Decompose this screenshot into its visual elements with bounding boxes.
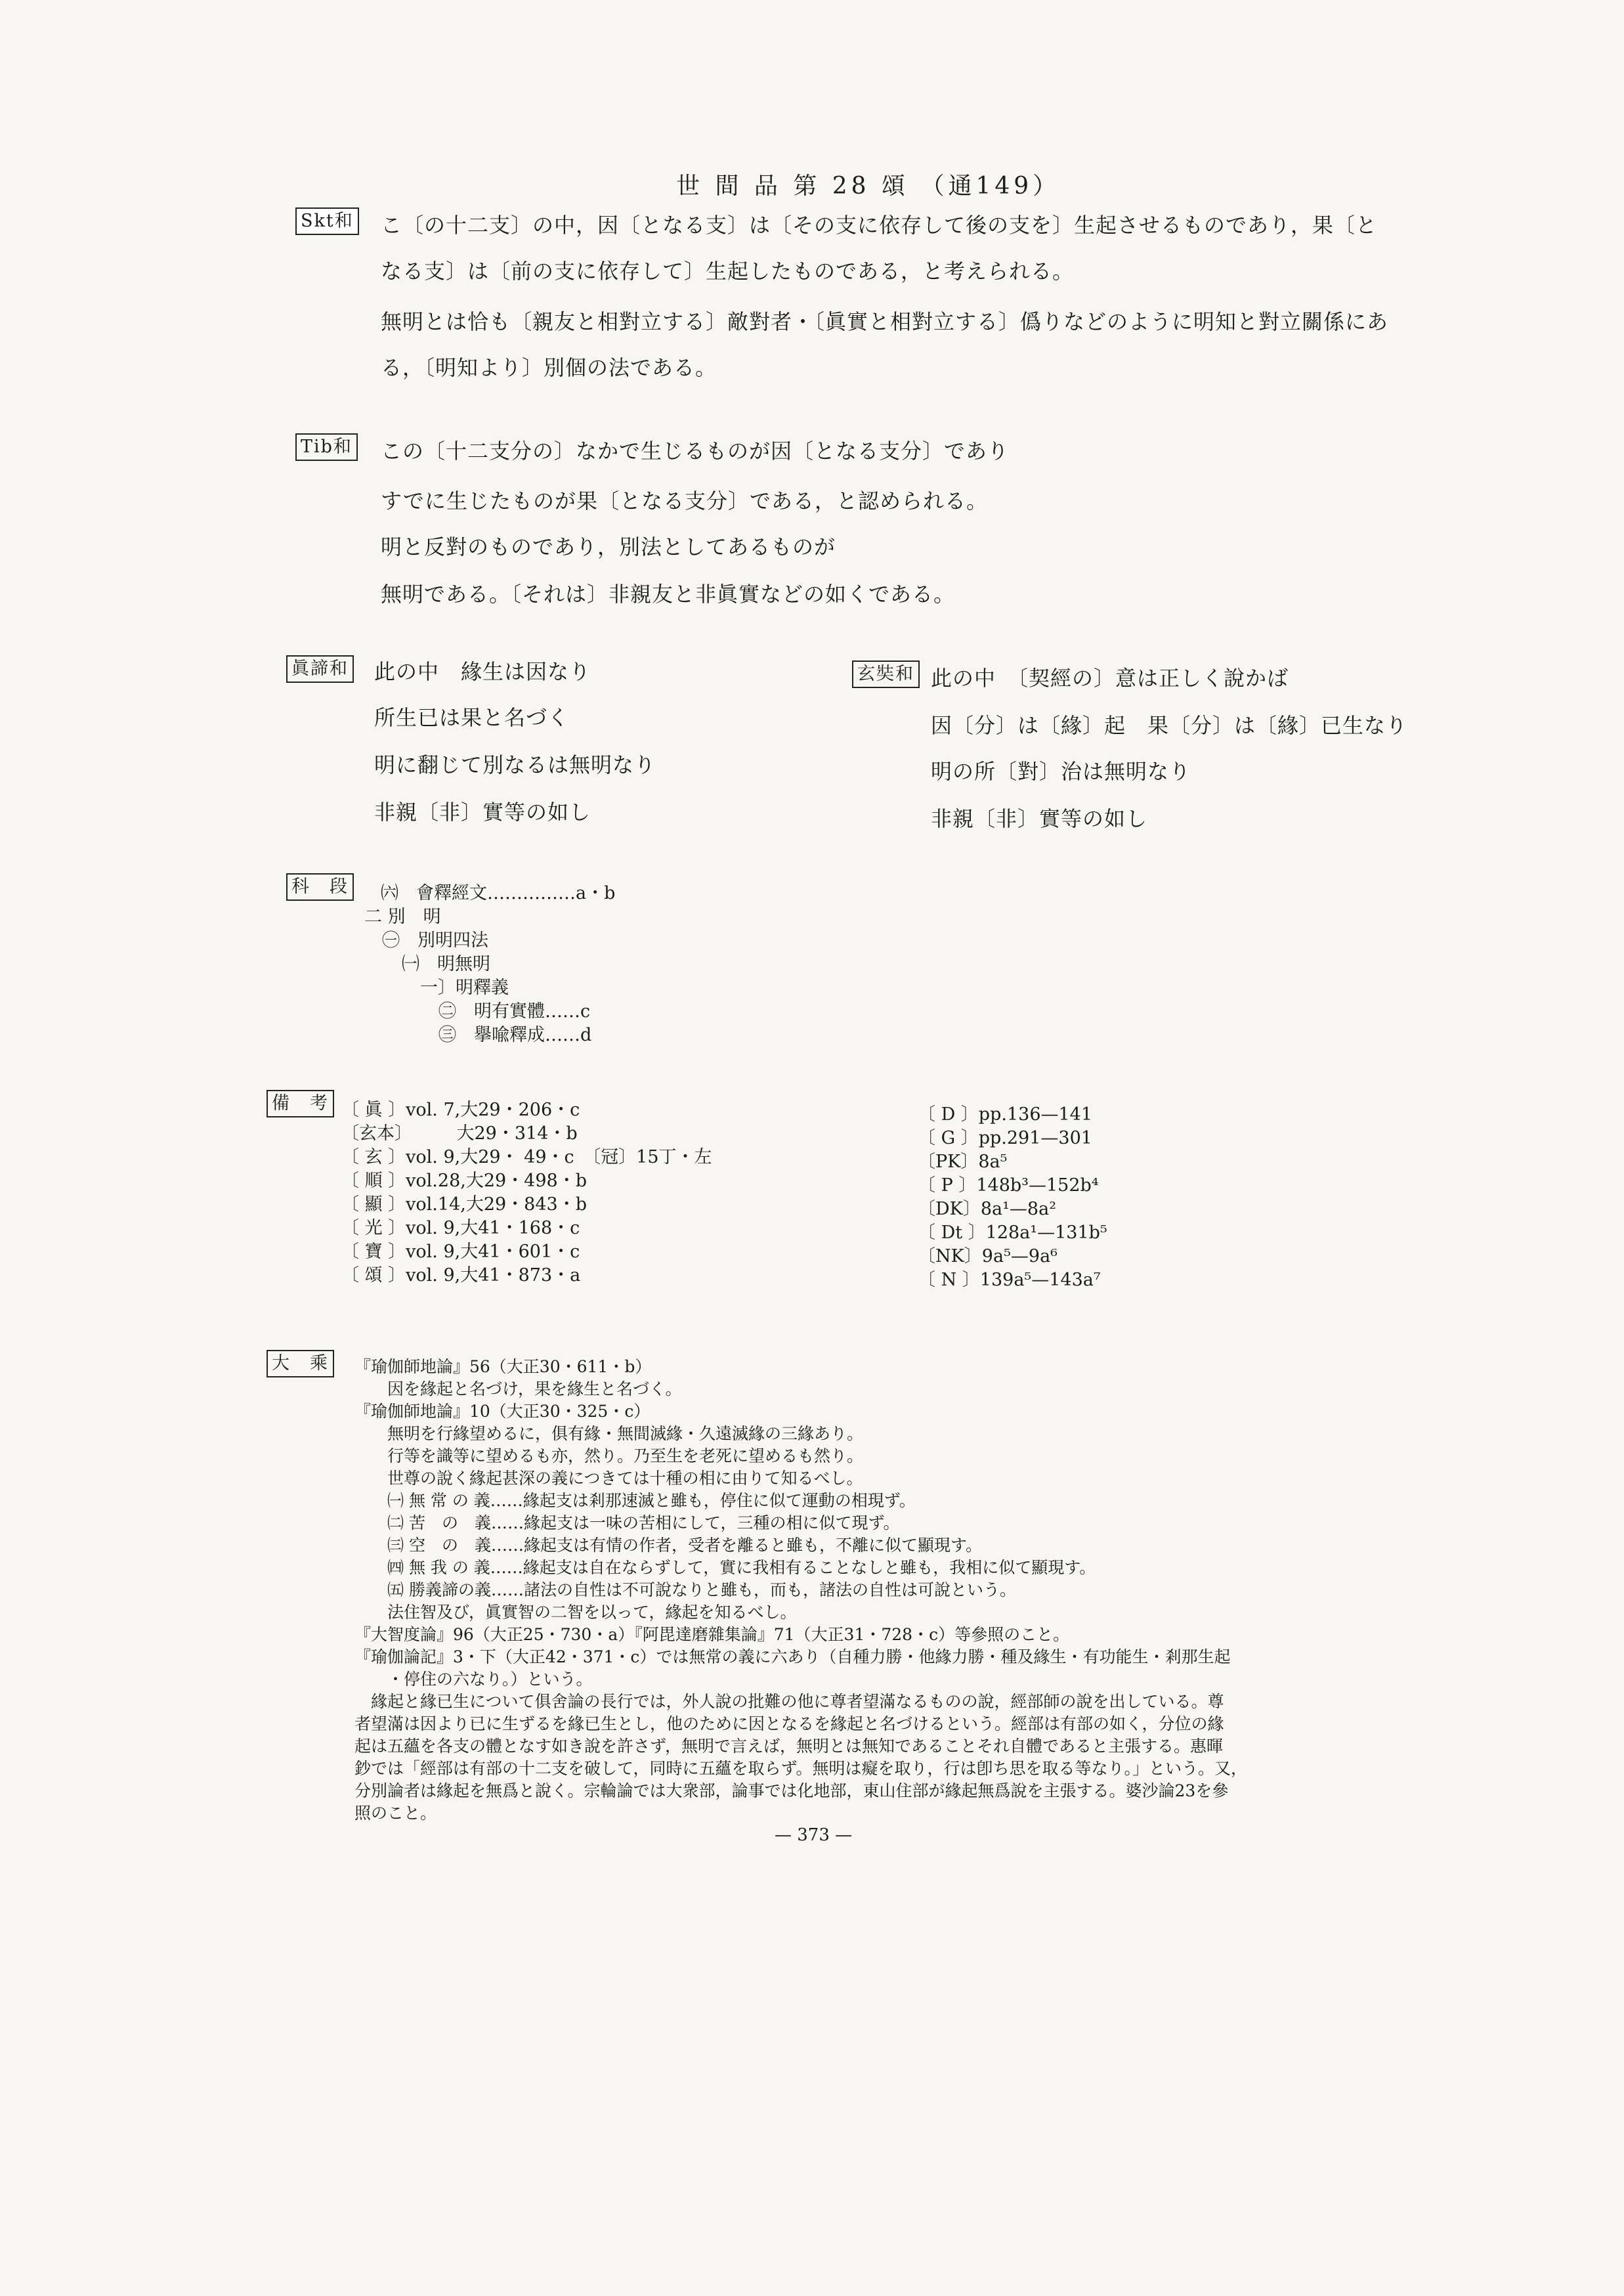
daijo-line-11: ㈤ 勝義諦の義……諸法の自性は不可說なりと雖も，而も，諸法の自性は可說という。 (354, 1580, 1016, 1599)
shindai-line-1: 此の中 緣生は因なり (374, 659, 591, 684)
biko-right-4: 〔 P 〕148b³—152b⁴ (918, 1175, 1099, 1196)
daijo-line-1: 『瑜伽師地論』56（大正30・611・b） (354, 1357, 652, 1376)
daijo-line-8: ㈡ 苦 の 義……緣起支は一味の苦相にして，三種の相に似て現ず。 (354, 1513, 900, 1532)
biko-left-4: 〔 順 〕vol.28,大29・498・b (341, 1171, 588, 1191)
shindai-line-2: 所生已は果と名づく (374, 705, 570, 730)
page-number: — 373 — (775, 1825, 853, 1845)
biko-right-7: 〔NK〕9a⁵—9a⁶ (918, 1246, 1058, 1267)
daijo-line-7: ㈠ 無 常 の 義……緣起支は剎那速滅と雖も，停住に似て運動の相現ず。 (354, 1491, 916, 1510)
biko-left-8: 〔 頌 〕vol. 9,大41・873・a (341, 1265, 581, 1286)
biko-right-2: 〔 G 〕pp.291—301 (918, 1128, 1092, 1148)
kadan-line-4: ㈠ 明無明 (402, 954, 490, 974)
daijo-line-6: 世尊の說く緣起甚深の義につきては十種の相に由りて知るべし。 (354, 1469, 863, 1488)
biko-right-6: 〔 Dt 〕128a¹—131b⁵ (918, 1223, 1107, 1243)
biko-left-5: 〔 顯 〕vol.14,大29・843・b (341, 1194, 588, 1215)
biko-right-5: 〔DK〕8a¹—8a² (918, 1199, 1057, 1219)
daijo-line-12: 法住智及び，眞實智の二智を以って，緣起を知るべし。 (354, 1603, 797, 1622)
tib-tag: Tib和 (295, 433, 358, 461)
kadan-line-7: ㊂ 擧喩釋成……d (438, 1025, 592, 1045)
kadan-line-2: 二 別 明 (364, 907, 441, 927)
daijo-line-5: 行等を識等に望めるも亦，然り。乃至生を老死に望めるも然り。 (354, 1446, 864, 1465)
daijo-line-20: 分別論者は緣起を無爲と說く。宗輪論では大衆部，論事では化地部，東山住部が緣起無爲說を主張する。婆沙論23を參 (354, 1781, 1229, 1800)
daijo-tag: 大 乘 (267, 1350, 334, 1377)
biko-left-7: 〔 寶 〕vol. 9,大41・601・c (341, 1242, 580, 1262)
skt-line-3: 無明とは恰も〔親友と相對立する〕敵對者・〔眞實と相對立する〕僞りなどのように明知と對立關係にあ (381, 309, 1389, 334)
biko-left-6: 〔 光 〕vol. 9,大41・168・c (341, 1218, 580, 1238)
genjo-line-2: 因〔分〕は〔緣〕起 果〔分〕は〔緣〕已生なり (931, 713, 1408, 738)
daijo-line-10: ㈣ 無 我 の 義……緣起支は自在ならずして，實に我相有ることなしと雖も，我相に似て顯現す。 (354, 1558, 1096, 1577)
skt-line-4: る，〔明知より〕別個の法である。 (381, 355, 717, 380)
kadan-line-3: ㊀ 別明四法 (382, 930, 488, 951)
daijo-line-13: 『大智度論』96（大正25・730・a）『阿毘達磨雜集論』71（大正31・728・c）等參照のこと。 (354, 1625, 1070, 1644)
page-title: 世 間 品 第 28 頌 （通149） (676, 173, 1061, 200)
shindai-tag: 眞諦和 (286, 655, 354, 683)
kadan-tag: 科 段 (286, 873, 354, 901)
daijo-line-19: 鈔では「經部は有部の十二支を破して，同時に五蘊を取らず。無明は癡を取り，行は卽ち思を取る等なり。」という。又， (354, 1759, 1248, 1778)
daijo-line-21: 照のこと。 (354, 1804, 437, 1823)
biko-right-8: 〔 N 〕139a⁵—143a⁷ (918, 1270, 1101, 1290)
kadan-line-5: 一〕明釋義 (420, 978, 509, 998)
genjo-line-3: 明の所〔對〕治は無明なり (931, 759, 1191, 784)
daijo-line-4: 無明を行緣望めるに，俱有緣・無間滅緣・久遠滅緣の三緣あり。 (354, 1424, 864, 1443)
daijo-line-15: ・停住の六なり。）という。 (354, 1670, 593, 1689)
biko-left-3: 〔 玄 〕vol. 9,大29・ 49・c 〔冠〕15丁・左 (341, 1147, 712, 1167)
genjo-line-4: 非親〔非〕實等の如し (931, 806, 1148, 831)
genjo-line-1: 此の中 〔契經の〕意は正しく說かば (931, 666, 1289, 691)
daijo-line-17: 者望滿は因より已に生ずるを緣已生とし，他のために因となるを緣起と名づけるという。經部は有部の如く，分位の緣 (354, 1714, 1224, 1733)
biko-left-2: 〔玄本〕 大29・314・b (341, 1123, 578, 1144)
biko-right-3: 〔PK〕8a⁵ (918, 1152, 1008, 1172)
kadan-line-1: ㈥ 會釋經文……………a・b (381, 883, 616, 903)
daijo-line-14: 『瑜伽論記』3・下（大正42・371・c）では無常の義に六あり（自種力勝・他緣力勝・種及緣生・有功能生・剎那生起 (354, 1647, 1231, 1666)
tib-line-1: この〔十二支分の〕なかで生じるものが因〔となる支分〕であり (381, 439, 1010, 464)
shindai-line-3: 明に翻じて別なるは無明なり (374, 752, 656, 777)
biko-left-1: 〔 眞 〕vol. 7,大29・206・c (341, 1100, 580, 1120)
biko-tag: 備 考 (267, 1090, 334, 1117)
skt-line-1: こ〔の十二支〕の中，因〔となる支〕は〔その支に依存して後の支を〕生起させるものであり，果〔と (381, 213, 1378, 238)
genjo-tag: 玄奘和 (852, 661, 920, 688)
daijo-line-16: 緣起と緣已生について俱舍論の長行では，外人說の批難の他に尊者望滿なるものの說，經部師の說を出している。尊 (354, 1692, 1224, 1711)
skt-tag: Skt和 (295, 207, 359, 235)
daijo-line-3: 『瑜伽師地論』10（大正30・325・c） (354, 1402, 651, 1421)
tib-line-4: 無明である。〔それは〕非親友と非眞實などの如くである。 (381, 582, 956, 607)
shindai-line-4: 非親〔非〕實等の如し (374, 800, 591, 825)
daijo-line-9: ㈢ 空 の 義……緣起支は有情の作者，受者を離ると雖も，不離に似て顯現す。 (354, 1536, 982, 1555)
skt-line-2: なる支〕は〔前の支に依存して〕生起したものである，と考えられる。 (381, 259, 1075, 284)
biko-right-1: 〔 D 〕pp.136—141 (918, 1104, 1093, 1125)
daijo-line-18: 起は五蘊を各支の體となす如き說を許さず，無明で言えば，無明とは無知であることそれ自體であると主張する。惠暉 (354, 1737, 1224, 1756)
tib-line-2: すでに生じたものが果〔となる支分〕である，と認められる。 (381, 488, 988, 513)
kadan-line-6: ㊁ 明有實體……c (438, 1001, 591, 1022)
tib-line-3: 明と反對のものであり，別法としてあるものが (381, 534, 836, 559)
daijo-line-2: 因を緣起と名づけ，果を緣生と名づく。 (354, 1379, 682, 1398)
